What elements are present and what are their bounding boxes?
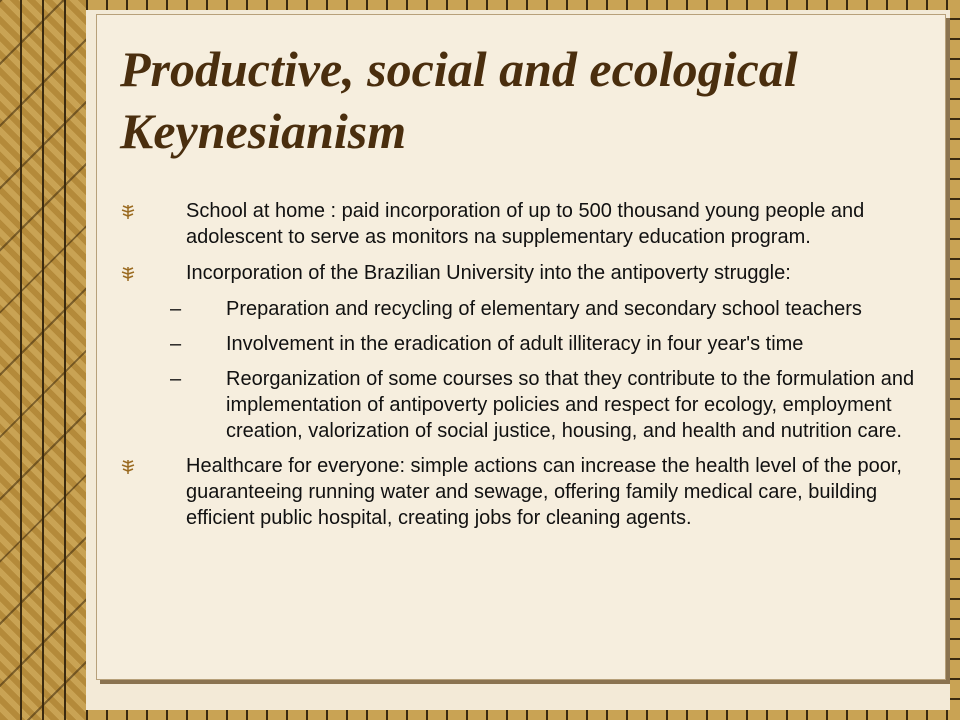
subbullet-text: Preparation and recycling of elementary and secondary school teachers [226,298,862,320]
wheat-sprig-icon [120,459,136,475]
bullet-item [120,198,930,250]
subbullet-text: Reorganization of some courses so that they contribute to the formulation and implementation of antipoverty policies and respect for ecology, employment creation, valorization of social justice, housing, and health and nutrition care. [226,368,915,442]
bullet-item [120,453,930,531]
slide-title: Productive, social and ecological Keynesianism [120,41,798,159]
decorative-border-right [950,0,960,720]
decorative-border-bottom [86,710,960,720]
subbullet-item [120,296,930,322]
bullet-text: School at home : paid incorporation of up to 500 thousand young people and adolescent to serve as monitors na supplementary education program. [186,200,865,248]
subbullet-dash: – [170,298,182,320]
wheat-sprig-icon [120,266,136,282]
slide-content [120,198,930,541]
subbullet-item [120,331,930,357]
decorative-border-top [86,0,960,10]
bullet-text: Incorporation of the Brazilian University into the antipoverty struggle: [186,262,791,284]
decorative-border-left [0,0,86,720]
subbullet-dash: – [170,368,182,390]
subbullet-item [120,366,930,444]
wheat-sprig-icon [120,204,136,220]
bullet-text: Healthcare for everyone: simple actions can increase the health level of the poor, guaranteeing running water and sewage, offering family medical care, building efficient public hospital, creating jobs for cleaning agents. [186,455,902,529]
subbullet-dash: – [170,333,182,355]
subbullet-text: Involvement in the eradication of adult illiteracy in four year's time [226,333,804,355]
bullet-item [120,260,930,286]
border-diagonal-pattern [0,0,86,720]
